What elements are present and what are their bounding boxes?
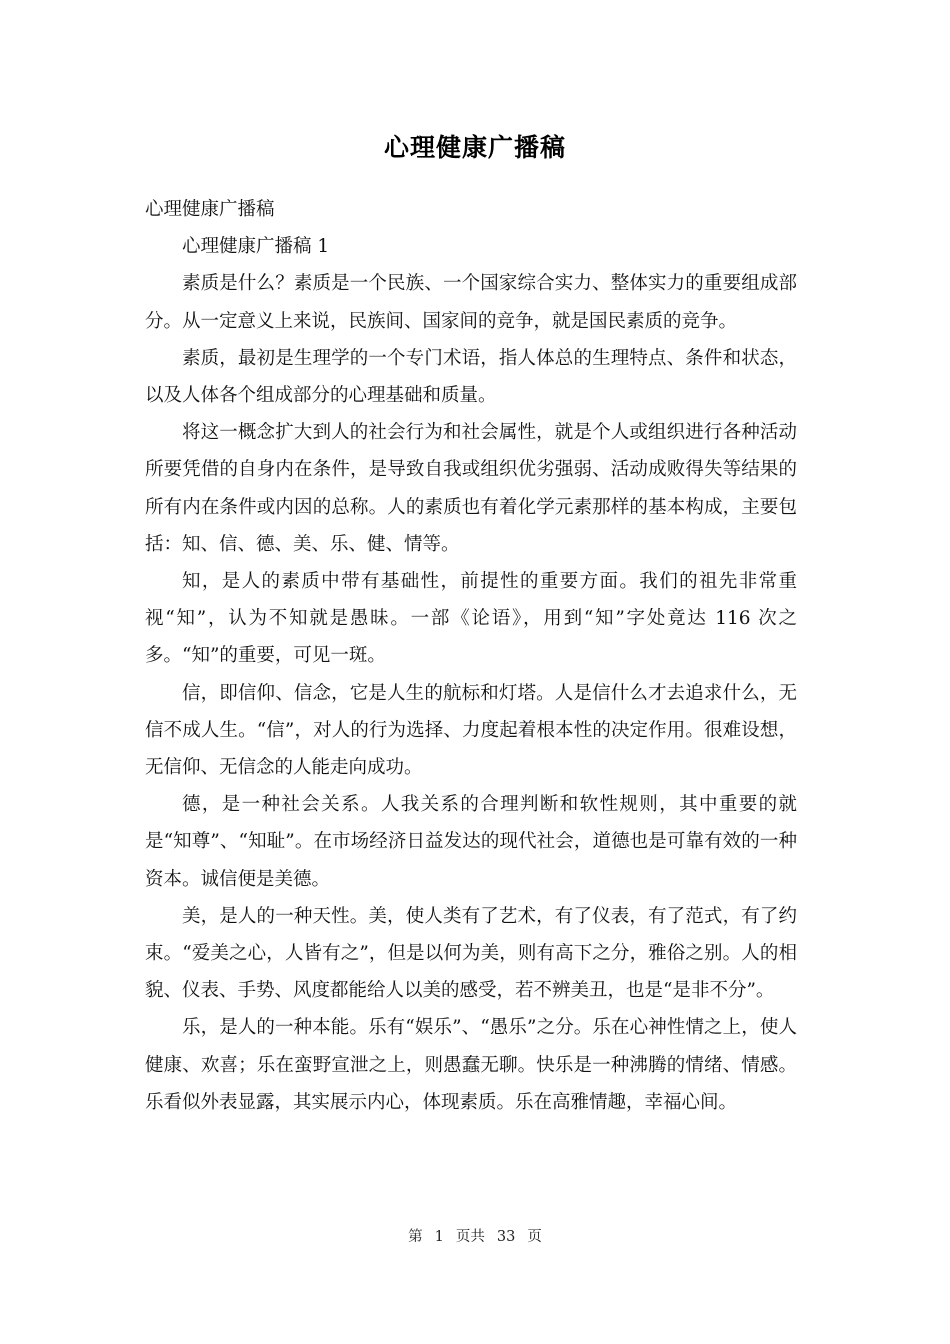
- paragraph: 素质是什么？素质是一个民族、一个国家综合实力、整体实力的重要组成部分。从一定意义上来说，民族间、国家间的竞争，就是国民素质的竞争。: [145, 273, 797, 332]
- footer-middle: 页共: [455, 1229, 485, 1245]
- paragraph: 将这一概念扩大到人的社会行为和社会属性，就是个人或组织进行各种活动所要凭借的自身内在条件，是导致自我或组织优劣强弱、活动成败得失等结果的所有内在条件或内因的总称。人的素质也有着化学元素那样的基本构成，主要包括：知、信、德、美、乐、健、情等。: [145, 422, 797, 555]
- document-title: 心理健康广播稿: [383, 133, 566, 162]
- footer-page-number: 1: [434, 1229, 444, 1245]
- section-subheading: 心理健康广播稿 1: [182, 236, 330, 258]
- paragraph: 信，即信仰、信念，它是人生的航标和灯塔。人是信什么才去追求什么，无信不成人生。“信”，对人的行为选择、力度起着根本性的决定作用。很难设想，无信仰、无信念的人能走向成功。: [145, 682, 797, 779]
- footer-suffix: 页: [527, 1229, 542, 1245]
- footer-prefix: 第: [408, 1229, 423, 1245]
- paragraph: 知，是人的素质中带有基础性，前提性的重要方面。我们的祖先非常重视“知”，认为不知就是愚昧。一部《论语》，用到“知”字处竟达 116 次之多。“知”的重要，可见一斑。: [145, 571, 797, 667]
- footer-total-pages: 33: [496, 1229, 516, 1245]
- paragraph: 素质，最初是生理学的一个专门术语，指人体总的生理特点、条件和状态，以及人体各个组成部分的心理基础和质量。: [145, 347, 797, 407]
- page-footer: [0, 1226, 950, 1248]
- section-heading: 心理健康广播稿: [145, 199, 275, 220]
- paragraph: 美，是人的一种天性。美，使人类有了艺术，有了仪表，有了范式，有了约束。“爱美之心，人皆有之”，但是以何为美，则有高下之分，雅俗之别。人的相貌、仪表、手势、风度都能给人以美的感受，若不辨美丑，也是“是非不分”。: [145, 905, 797, 1002]
- paragraph: 德，是一种社会关系。人我关系的合理判断和软性规则，其中重要的就是“知尊”、“知耻”。在市场经济日益发达的现代社会，道德也是可靠有效的一种资本。诚信便是美德。: [145, 794, 797, 890]
- paragraph: 乐，是人的一种本能。乐有“娱乐”、“愚乐”之分。乐在心神性情之上，使人健康、欢喜；乐在蛮野宣泄之上，则愚蠢无聊。快乐是一种沸腾的情绪、情感。乐看似外表显露，其实展示内心，体现素质。乐在高雅情趣，幸福心间。: [145, 1017, 797, 1113]
- document-body: [145, 191, 797, 1121]
